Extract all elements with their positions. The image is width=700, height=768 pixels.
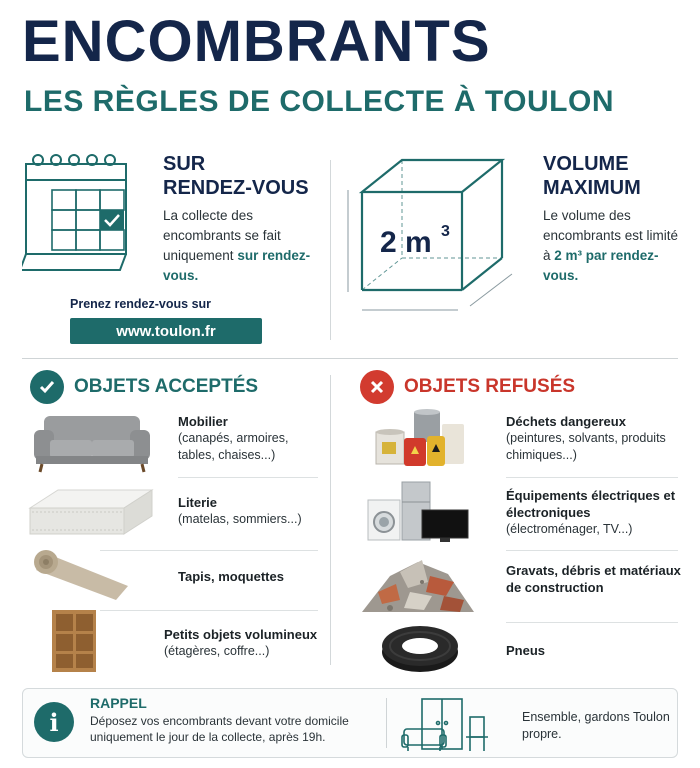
- list-item: Mobilier (canapés, armoires, tables, chaises...): [178, 414, 289, 462]
- list-item: Équipements électriques et électroniques (électroménager, TV...): [506, 488, 676, 536]
- cube-exponent: 3: [441, 223, 450, 240]
- appointment-cta-label: Prenez rendez-vous sur: [70, 297, 212, 311]
- refused-heading: OBJETS REFUSÉS: [360, 370, 575, 404]
- cross-circle-icon: [360, 370, 394, 404]
- closing-text: Ensemble, gardons Toulon propre.: [522, 710, 670, 741]
- volume-heading: VOLUME MAXIMUM: [543, 153, 641, 199]
- divider: [506, 477, 678, 478]
- page-subtitle: LES RÈGLES DE COLLECTE À TOULON: [24, 85, 614, 118]
- reminder-text: Déposez vos encombrants devant votre domicile uniquement le jour de la collecte, après 19h.: [90, 714, 349, 744]
- list-item: Déchets dangereux (peintures, solvants, produits chimiques...): [506, 414, 666, 462]
- list-item: Petits objets volumineux (étagères, coffre...): [164, 627, 318, 658]
- website-link[interactable]: www.toulon.fr: [70, 318, 262, 344]
- page-title: ENCOMBRANTS: [22, 9, 491, 74]
- shelf-icon: [50, 608, 100, 674]
- cube-value: 2 m: [380, 226, 432, 259]
- carpet-roll-icon: [32, 544, 142, 604]
- list-item: Pneus: [506, 643, 546, 658]
- divider: [330, 375, 331, 665]
- list-item: Gravats, débris et matériaux de construction: [506, 563, 681, 595]
- divider: [100, 610, 318, 611]
- list-item: Tapis, moquettes: [178, 569, 284, 584]
- calendar-check-icon: [22, 150, 137, 275]
- paint-cans-icon: [372, 408, 468, 470]
- divider: [506, 550, 678, 551]
- check-circle-icon: [30, 370, 64, 404]
- divider: [506, 622, 678, 623]
- divider: [330, 160, 331, 340]
- cube-icon: [340, 150, 530, 325]
- sofa-icon: [30, 410, 155, 475]
- info-icon: i: [34, 702, 74, 742]
- list-item: Literie (matelas, sommiers...): [178, 495, 302, 526]
- reminder-title: RAPPEL: [90, 695, 147, 711]
- volume-text: Le volume des encombrants est limité à 2 m³ par rendez-vous.: [543, 208, 679, 283]
- divider: [386, 698, 387, 748]
- divider: [178, 477, 318, 478]
- rubble-icon: [360, 552, 476, 614]
- appointment-heading: SUR RENDEZ-VOUS: [163, 153, 309, 199]
- mattress-icon: [26, 486, 156, 540]
- section-divider: [22, 358, 678, 359]
- appointment-text: La collecte des encombrants se fait uniquement sur rendez-vous.: [163, 208, 311, 283]
- appliances-icon: [366, 480, 470, 544]
- accepted-heading: OBJETS ACCEPTÉS: [30, 370, 258, 404]
- tire-icon: [380, 622, 460, 674]
- furniture-outline-icon: [400, 695, 510, 755]
